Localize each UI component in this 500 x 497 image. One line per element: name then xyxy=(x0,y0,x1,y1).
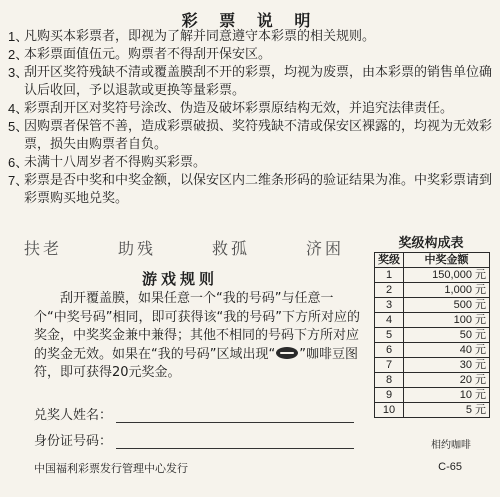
brand-name: 相约咖啡 xyxy=(431,440,471,451)
rule-number: 2、 xyxy=(8,47,29,62)
id-number-field[interactable] xyxy=(34,430,354,449)
rule-number: 1、 xyxy=(8,29,29,44)
game-rules-text-before: 刮开覆盖膜，如果任意一个“我的号码”与任意一个“中奖号码”相同，即可获得该“我的号码”下方所对应的奖金，中奖奖金兼中兼得；其他不相同的号码下方所对应的奖金无效。如果在“我的号码”区域出现“ xyxy=(34,291,360,362)
game-rules-title: 游戏规则 xyxy=(141,270,218,288)
prize-table-title: 奖级构成表 xyxy=(398,236,464,251)
prize-table xyxy=(374,252,490,418)
rule-item xyxy=(8,154,494,172)
prize-level: 2 xyxy=(375,283,404,298)
rule-number: 7、 xyxy=(8,173,29,188)
rule-number: 5、 xyxy=(8,119,29,134)
prize-amount: 20 元 xyxy=(404,373,490,388)
motto-1: 扶老 xyxy=(24,239,63,258)
rule-text: 刮开区奖符残缺不清或覆盖膜刮不开的彩票，均视为废票，由本彩票的销售单位确认后收回，予以退款或更换等量彩票。 xyxy=(24,65,493,98)
table-row xyxy=(375,358,490,373)
prize-level: 5 xyxy=(375,328,404,343)
rule-text: 彩票刮开区对奖符号涂改、伪造及破坏彩票原结构无效，并追究法律责任。 xyxy=(24,101,454,116)
ticket-code: C-65 xyxy=(438,461,462,473)
prize-level: 6 xyxy=(375,343,404,358)
prize-amount: 50 元 xyxy=(404,328,490,343)
game-rules-text xyxy=(34,290,360,383)
table-row xyxy=(375,388,490,403)
column-header-level: 奖级 xyxy=(375,253,404,268)
table-row xyxy=(375,268,490,283)
table-header-row xyxy=(375,253,490,268)
ticket-title: 彩 票 说 明 xyxy=(181,11,319,30)
rule-number: 6、 xyxy=(8,155,29,170)
rule-text: 因购票者保管不善，造成彩票破损、奖符残缺不清或保安区裸露的，均视为无效彩票，损失由购票者自负。 xyxy=(24,119,493,152)
prize-amount: 150,000 元 xyxy=(404,268,490,283)
rule-text: 本彩票面值伍元。购票者不得刮开保安区。 xyxy=(24,47,272,62)
rule-item xyxy=(8,100,494,118)
table-row xyxy=(375,298,490,313)
rule-text: 凡购买本彩票者，即视为了解并同意遵守本彩票的相关规则。 xyxy=(24,29,376,44)
column-header-amount: 中奖金额 xyxy=(404,253,490,268)
game-rules-text-after: ”咖啡豆图符，即可获得20元奖金。 xyxy=(34,346,358,380)
winner-name-label: 兑奖人姓名： xyxy=(34,408,113,423)
prize-amount: 30 元 xyxy=(404,358,490,373)
prize-amount: 100 元 xyxy=(404,313,490,328)
rule-item xyxy=(8,46,494,64)
issuer-text: 中国福利彩票发行管理中心发行 xyxy=(34,462,188,475)
table-row xyxy=(375,313,490,328)
prize-level: 10 xyxy=(375,403,404,418)
id-number-line[interactable] xyxy=(116,434,354,449)
winner-name-line[interactable] xyxy=(116,408,354,423)
prize-level: 3 xyxy=(375,298,404,313)
prize-amount: 5 元 xyxy=(404,403,490,418)
rule-item xyxy=(8,64,494,100)
charity-mottos xyxy=(24,236,344,259)
id-number-label: 身份证号码： xyxy=(34,434,113,449)
motto-2: 助残 xyxy=(117,239,156,258)
prize-amount: 40 元 xyxy=(404,343,490,358)
prize-level: 8 xyxy=(375,373,404,388)
prize-amount: 1,000 元 xyxy=(404,283,490,298)
prize-amount: 500 元 xyxy=(404,298,490,313)
motto-4: 济困 xyxy=(305,239,344,258)
table-row xyxy=(375,328,490,343)
rule-text: 彩票是否中奖和中奖金额，以保安区内二维条形码的验证结果为准。中奖彩票请到彩票购买地兑奖。 xyxy=(24,173,493,206)
rule-number: 3、 xyxy=(8,65,29,80)
table-row xyxy=(375,283,490,298)
prize-level: 7 xyxy=(375,358,404,373)
table-row xyxy=(375,343,490,358)
table-row xyxy=(375,403,490,418)
prize-level: 1 xyxy=(375,268,404,283)
rule-item xyxy=(8,118,494,154)
rule-text: 未满十八周岁者不得购买彩票。 xyxy=(24,155,207,170)
coffee-bean-icon xyxy=(276,347,298,359)
prize-level: 4 xyxy=(375,313,404,328)
rule-item xyxy=(8,28,494,46)
motto-3: 救孤 xyxy=(211,239,250,258)
rule-item xyxy=(8,172,494,208)
winner-name-field[interactable] xyxy=(34,404,354,423)
rule-number: 4、 xyxy=(8,101,29,116)
prize-amount: 10 元 xyxy=(404,388,490,403)
table-row xyxy=(375,373,490,388)
prize-level: 9 xyxy=(375,388,404,403)
rules-list xyxy=(8,28,494,208)
